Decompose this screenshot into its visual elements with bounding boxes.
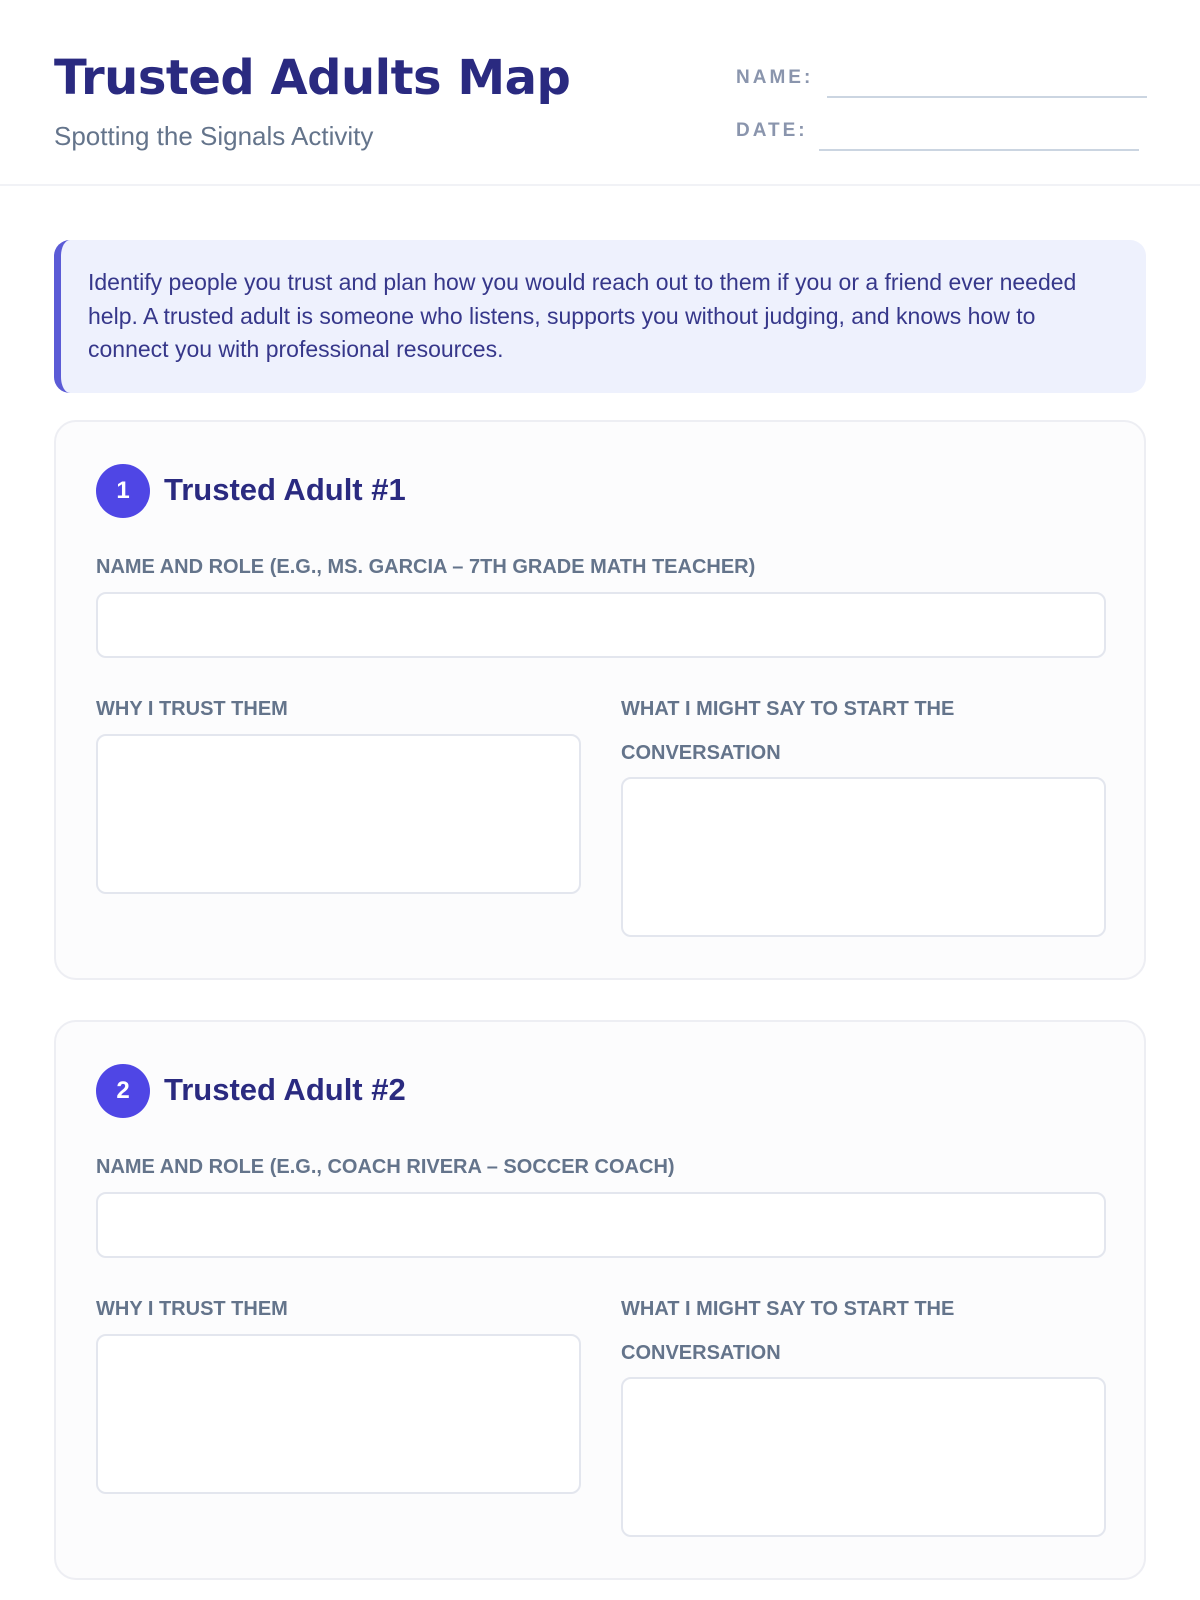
why-trust-label: WHY I TRUST THEM xyxy=(96,698,288,720)
why-trust-label: WHY I TRUST THEM xyxy=(96,1298,288,1320)
card-title: Trusted Adult #2 xyxy=(164,1072,406,1107)
name-role-label: NAME AND ROLE (E.G., COACH RIVERA – SOCCER COACH) xyxy=(96,1156,675,1178)
conversation-starter-textarea[interactable] xyxy=(621,777,1106,937)
name-label: NAME: xyxy=(736,67,814,88)
why-trust-textarea[interactable] xyxy=(96,734,581,894)
instructions-callout xyxy=(54,240,1146,393)
conversation-starter-label: WHAT I MIGHT SAY TO START THE CONVERSATION xyxy=(621,698,955,764)
date-field[interactable] xyxy=(819,149,1139,151)
page-title: Trusted Adults Map xyxy=(54,50,571,106)
name-role-input[interactable] xyxy=(96,592,1106,658)
instructions-text: Identify people you trust and plan how you would reach out to them if you or a friend ever needed help. A trusted adult is someone who listens, supports you without judging, and knows how to connect you with professional resources. xyxy=(88,269,1077,362)
name-role-input[interactable] xyxy=(96,1192,1106,1258)
date-label: DATE: xyxy=(736,120,808,141)
card-number-badge: 2 xyxy=(96,1064,150,1118)
trusted-adult-card-1 xyxy=(54,420,1146,980)
why-trust-textarea[interactable] xyxy=(96,1334,581,1494)
conversation-starter-textarea[interactable] xyxy=(621,1377,1106,1537)
name-field[interactable] xyxy=(827,96,1147,98)
name-role-label: NAME AND ROLE (E.G., MS. GARCIA – 7TH GRADE MATH TEACHER) xyxy=(96,556,756,578)
card-number-badge: 1 xyxy=(96,464,150,518)
worksheet-header xyxy=(0,0,1200,186)
page-subtitle: Spotting the Signals Activity xyxy=(54,121,374,151)
conversation-starter-label: WHAT I MIGHT SAY TO START THE CONVERSATION xyxy=(621,1298,955,1364)
trusted-adult-card-2 xyxy=(54,1020,1146,1580)
card-title: Trusted Adult #1 xyxy=(164,472,406,507)
